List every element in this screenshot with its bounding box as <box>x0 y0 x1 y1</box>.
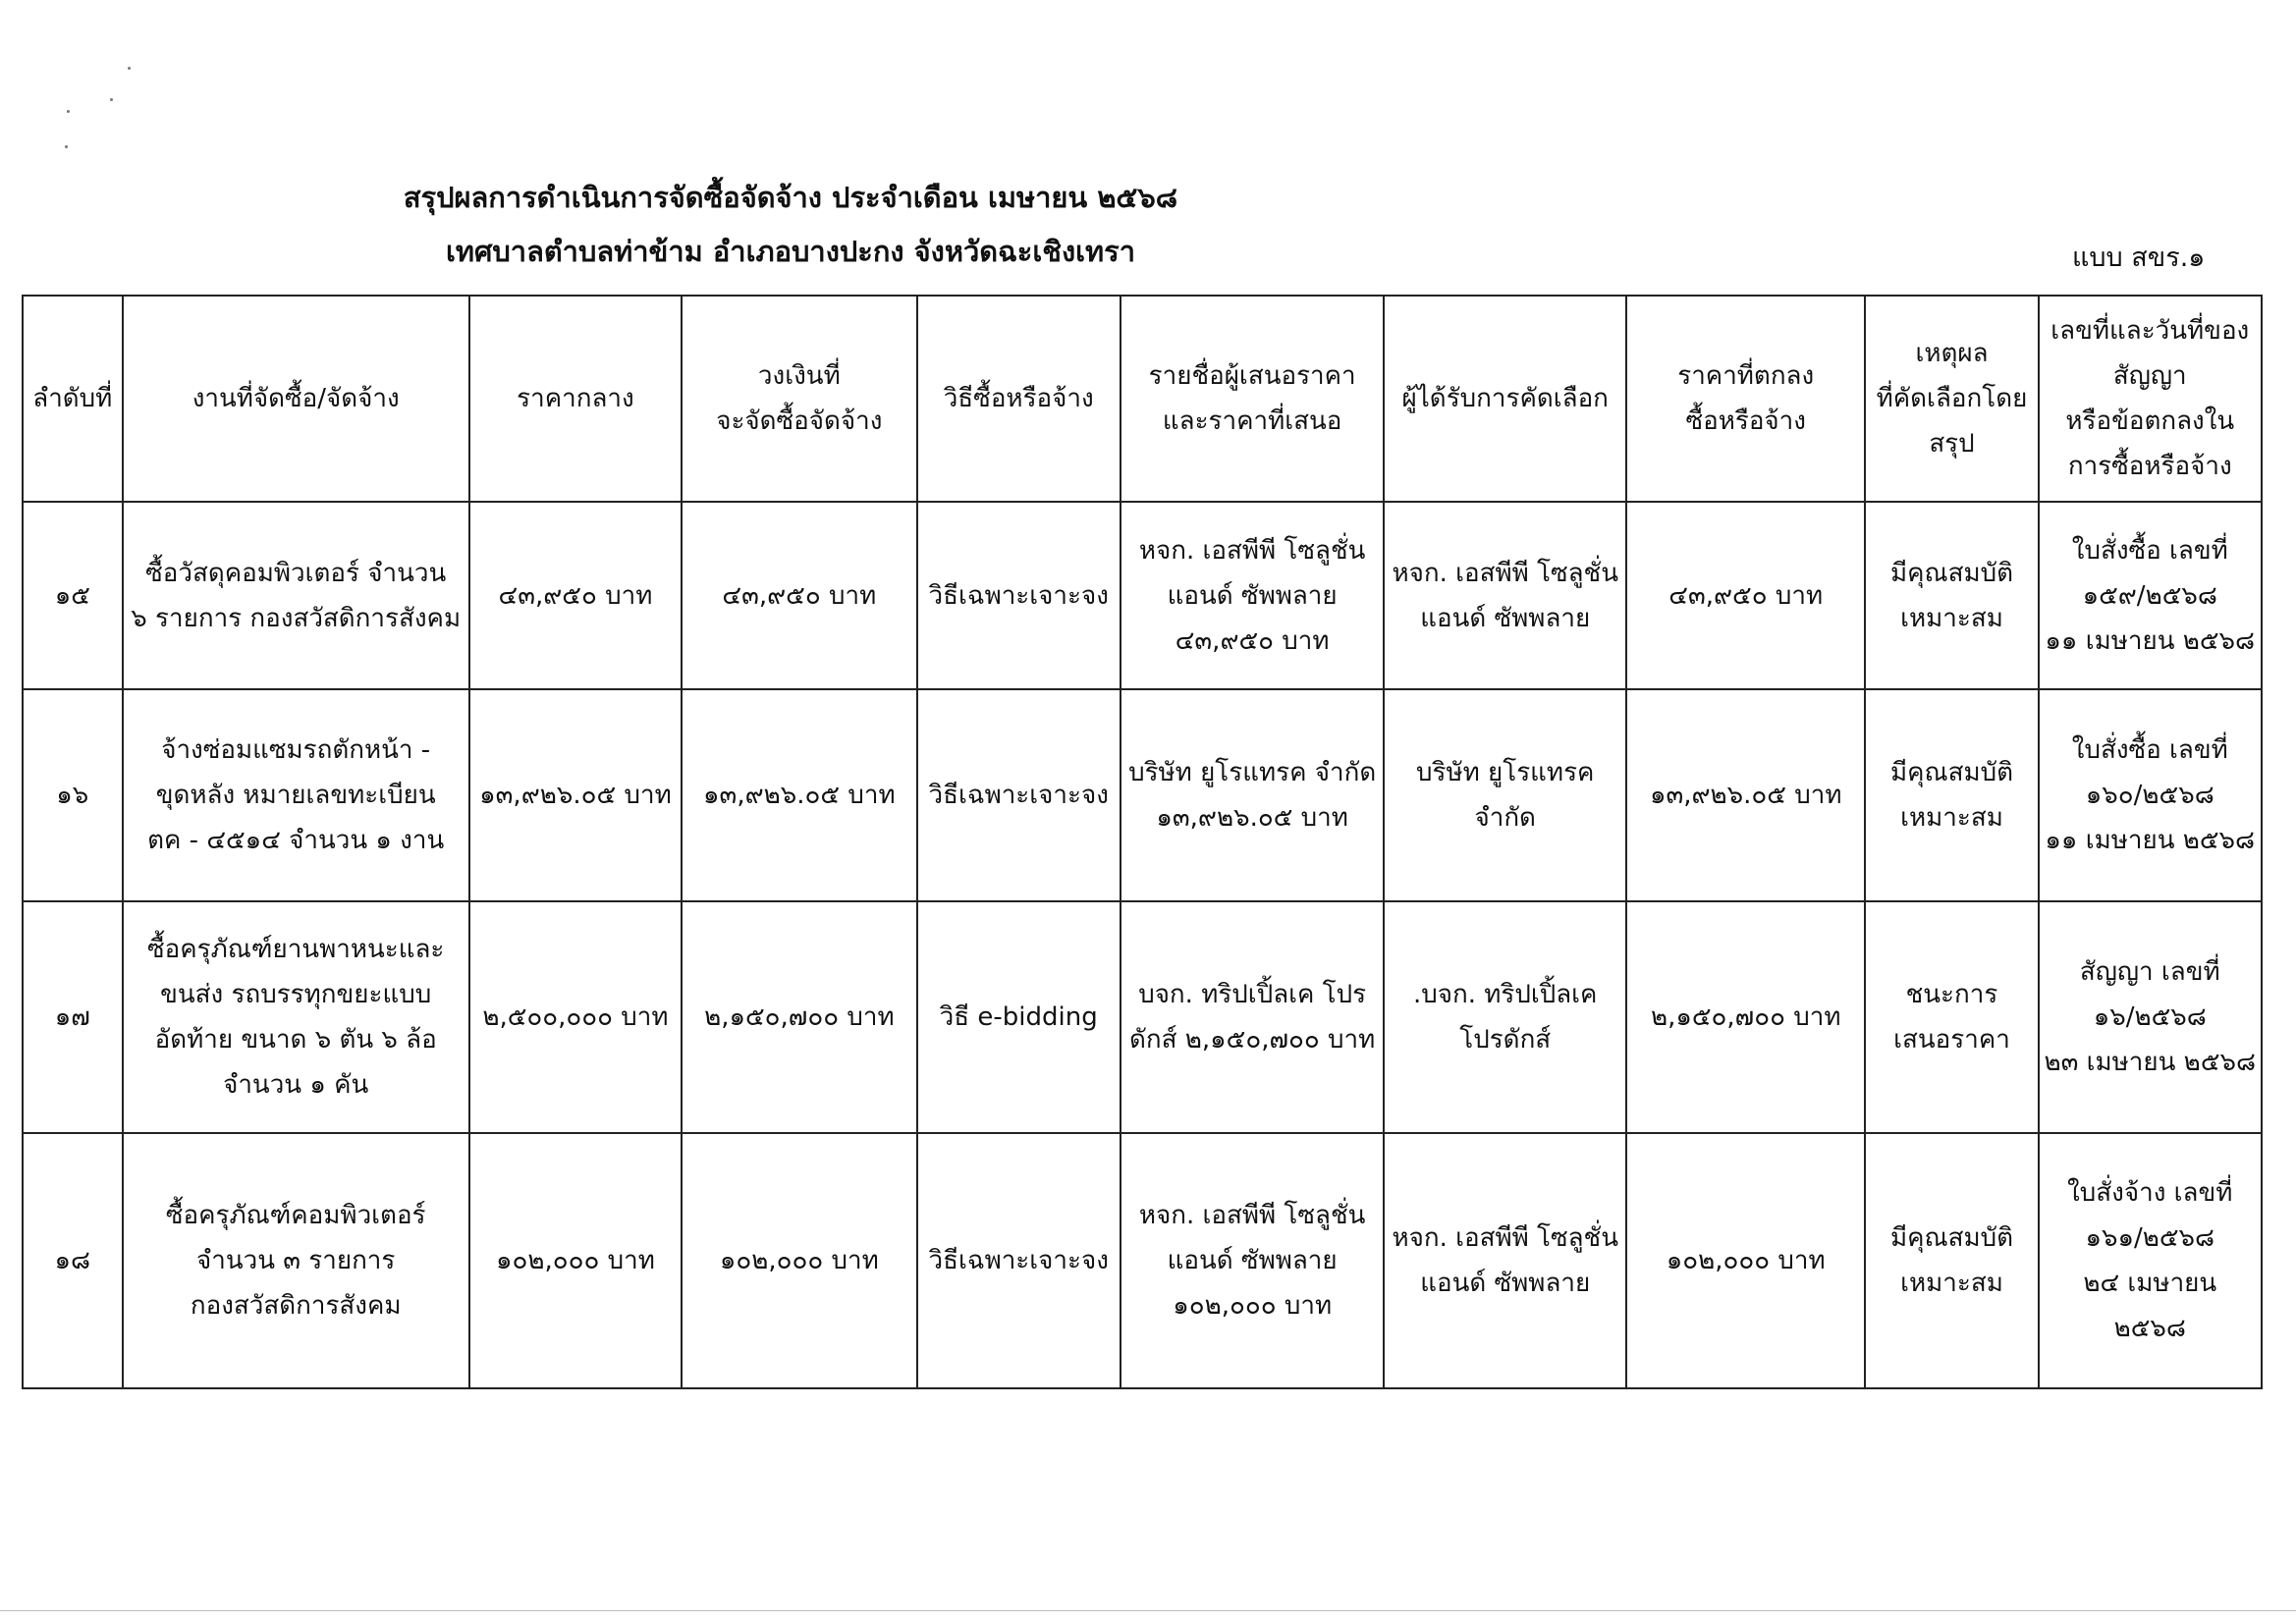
cell-median-price: ๒,๕๐๐,๐๐๐ บาท <box>469 901 682 1133</box>
cell-item: ซื้อครุภัณฑ์คอมพิวเตอร์ จำนวน ๓ รายการ กองสวัสดิการสังคม <box>123 1133 469 1388</box>
cell-budget: ๑๓,๙๒๖.๐๕ บาท <box>682 689 916 901</box>
scan-speck <box>110 98 113 101</box>
table-row <box>23 901 2262 1133</box>
cell-bidders: บริษัท ยูโรแทรค จำกัด ๑๓,๙๒๖.๐๕ บาท <box>1121 689 1385 901</box>
cell-item: ซื้อครุภัณฑ์ยานพาหนะและ ขนส่ง รถบรรทุกขยะแบบ อัดท้าย ขนาด ๖ ตัน ๖ ล้อ จำนวน ๑ คัน <box>123 901 469 1133</box>
col-header-agreed-price: ราคาที่ตกลง ซื้อหรือจ้าง <box>1626 296 1865 502</box>
col-header-bidders: รายชื่อผู้เสนอราคา และราคาที่เสนอ <box>1121 296 1385 502</box>
table-row <box>23 1133 2262 1388</box>
cell-method: วิธีเฉพาะเจาะจง <box>917 502 1121 689</box>
cell-method: วิธีเฉพาะเจาะจง <box>917 689 1121 901</box>
document-subtitle: เทศบาลตำบลท่าข้าม อำเภอบางปะกง จังหวัดฉะเชิงเทรา <box>445 235 1136 268</box>
col-header-selected: ผู้ได้รับการคัดเลือก <box>1384 296 1626 502</box>
document-title: สรุปผลการดำเนินการจัดซื้อจัดจ้าง ประจำเดือน เมษายน ๒๕๖๘ <box>403 181 1178 214</box>
cell-agreed-price: ๔๓,๙๕๐ บาท <box>1626 502 1865 689</box>
scan-speck <box>65 145 68 148</box>
col-header-reason: เหตุผล ที่คัดเลือกโดย สรุป <box>1865 296 2038 502</box>
table-row <box>23 502 2262 689</box>
cell-item: จ้างซ่อมแซมรถตักหน้า - ขุดหลัง หมายเลขทะเบียน ตค - ๔๕๑๔ จำนวน ๑ งาน <box>123 689 469 901</box>
cell-contract: ใบสั่งซื้อ เลขที่ ๑๖๐/๒๕๖๘ ๑๑ เมษายน ๒๕๖๘ <box>2039 689 2262 901</box>
scan-speck <box>67 110 70 113</box>
cell-agreed-price: ๑๓,๙๒๖.๐๕ บาท <box>1626 689 1865 901</box>
cell-item: ซื้อวัสดุคอมพิวเตอร์ จำนวน ๖ รายการ กองสวัสดิการสังคม <box>123 502 469 689</box>
cell-selected: หจก. เอสพีพี โซลูชั่น แอนด์ ซัพพลาย <box>1384 1133 1626 1388</box>
header-row <box>23 296 2262 502</box>
cell-method: วิธี e-bidding <box>917 901 1121 1133</box>
scan-bottom-edge <box>0 1610 2296 1611</box>
col-header-median-price: ราคากลาง <box>469 296 682 502</box>
cell-budget: ๒,๑๕๐,๗๐๐ บาท <box>682 901 916 1133</box>
cell-contract: สัญญา เลขที่ ๑๖/๒๕๖๘ ๒๓ เมษายน ๒๕๖๘ <box>2039 901 2262 1133</box>
col-header-item: งานที่จัดซื้อ/จัดจ้าง <box>123 296 469 502</box>
cell-no: ๑๗ <box>23 901 123 1133</box>
cell-contract: ใบสั่งจ้าง เลขที่ ๑๖๑/๒๕๖๘ ๒๔ เมษายน ๒๕๖๘ <box>2039 1133 2262 1388</box>
cell-bidders: บจก. ทริปเปิ้ลเค โปร ดักส์ ๒,๑๕๐,๗๐๐ บาท <box>1121 901 1385 1133</box>
cell-median-price: ๑๐๒,๐๐๐ บาท <box>469 1133 682 1388</box>
cell-no: ๑๕ <box>23 502 123 689</box>
procurement-table <box>22 295 2263 1389</box>
cell-method: วิธีเฉพาะเจาะจง <box>917 1133 1121 1388</box>
cell-reason: ชนะการ เสนอราคา <box>1865 901 2038 1133</box>
cell-selected: บริษัท ยูโรแทรค จำกัด <box>1384 689 1626 901</box>
cell-bidders: หจก. เอสพีพี โซลูชั่น แอนด์ ซัพพลาย ๔๓,๙๕๐ บาท <box>1121 502 1385 689</box>
scan-specks <box>59 59 177 167</box>
cell-no: ๑๘ <box>23 1133 123 1388</box>
scan-speck <box>128 67 131 70</box>
cell-bidders: หจก. เอสพีพี โซลูชั่น แอนด์ ซัพพลาย ๑๐๒,๐๐๐ บาท <box>1121 1133 1385 1388</box>
col-header-no: ลำดับที่ <box>23 296 123 502</box>
cell-budget: ๑๐๒,๐๐๐ บาท <box>682 1133 916 1388</box>
cell-budget: ๔๓,๙๕๐ บาท <box>682 502 916 689</box>
cell-contract: ใบสั่งซื้อ เลขที่ ๑๕๙/๒๕๖๘ ๑๑ เมษายน ๒๕๖๘ <box>2039 502 2262 689</box>
cell-median-price: ๔๓,๙๕๐ บาท <box>469 502 682 689</box>
cell-agreed-price: ๒,๑๕๐,๗๐๐ บาท <box>1626 901 1865 1133</box>
cell-agreed-price: ๑๐๒,๐๐๐ บาท <box>1626 1133 1865 1388</box>
col-header-method: วิธีซื้อหรือจ้าง <box>917 296 1121 502</box>
col-header-budget: วงเงินที่ จะจัดซื้อจัดจ้าง <box>682 296 916 502</box>
col-header-contract: เลขที่และวันที่ของ สัญญา หรือข้อตกลงใน การซื้อหรือจ้าง <box>2039 296 2262 502</box>
cell-reason: มีคุณสมบัติ เหมาะสม <box>1865 689 2038 901</box>
cell-no: ๑๖ <box>23 689 123 901</box>
cell-selected: .บจก. ทริปเปิ้ลเค โปรดักส์ <box>1384 901 1626 1133</box>
table-row <box>23 689 2262 901</box>
form-code: แบบ สขร.๑ <box>2072 243 2206 273</box>
cell-reason: มีคุณสมบัติ เหมาะสม <box>1865 1133 2038 1388</box>
cell-median-price: ๑๓,๙๒๖.๐๕ บาท <box>469 689 682 901</box>
cell-reason: มีคุณสมบัติ เหมาะสม <box>1865 502 2038 689</box>
cell-selected: หจก. เอสพีพี โซลูชั่น แอนด์ ซัพพลาย <box>1384 502 1626 689</box>
